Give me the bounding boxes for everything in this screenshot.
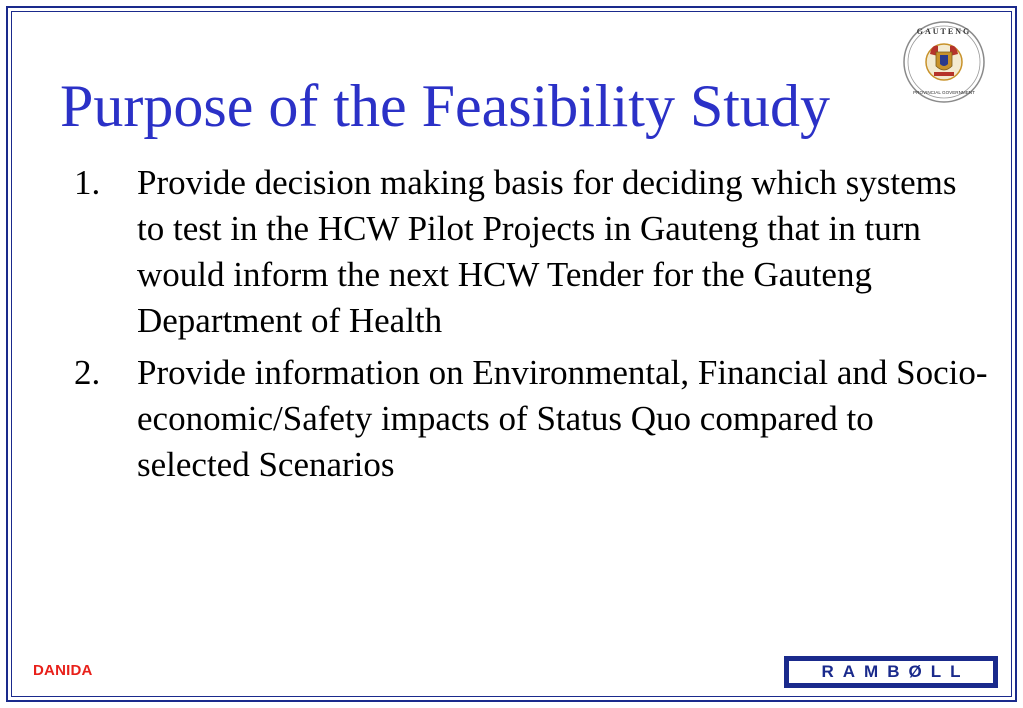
list-item-number: 2. (74, 353, 101, 392)
list-item (60, 350, 990, 488)
gauteng-provincial-government-logo (902, 20, 986, 104)
danida-label: DANIDA (33, 662, 93, 679)
list-item-number: 1. (74, 163, 101, 202)
slide-title: Purpose of the Feasibility Study (60, 73, 830, 139)
list-item (60, 160, 990, 344)
svg-text:GAUTENG: GAUTENG (916, 27, 972, 36)
ramboll-wordmark: RAMBØLL (821, 662, 970, 681)
purpose-list (60, 160, 990, 494)
list-item-text: Provide information on Environmental, Financial and Socio-economic/Safety impacts of Status Quo compared to selected Scenarios (137, 353, 988, 484)
ramboll-logo (784, 656, 998, 688)
svg-text:PROVINCIAL GOVERNMENT: PROVINCIAL GOVERNMENT (913, 90, 975, 95)
list-item-text: Provide decision making basis for deciding which systems to test in the HCW Pilot Projects in Gauteng that in turn would inform the next HCW Tender for the Gauteng Department of Health (137, 163, 957, 340)
